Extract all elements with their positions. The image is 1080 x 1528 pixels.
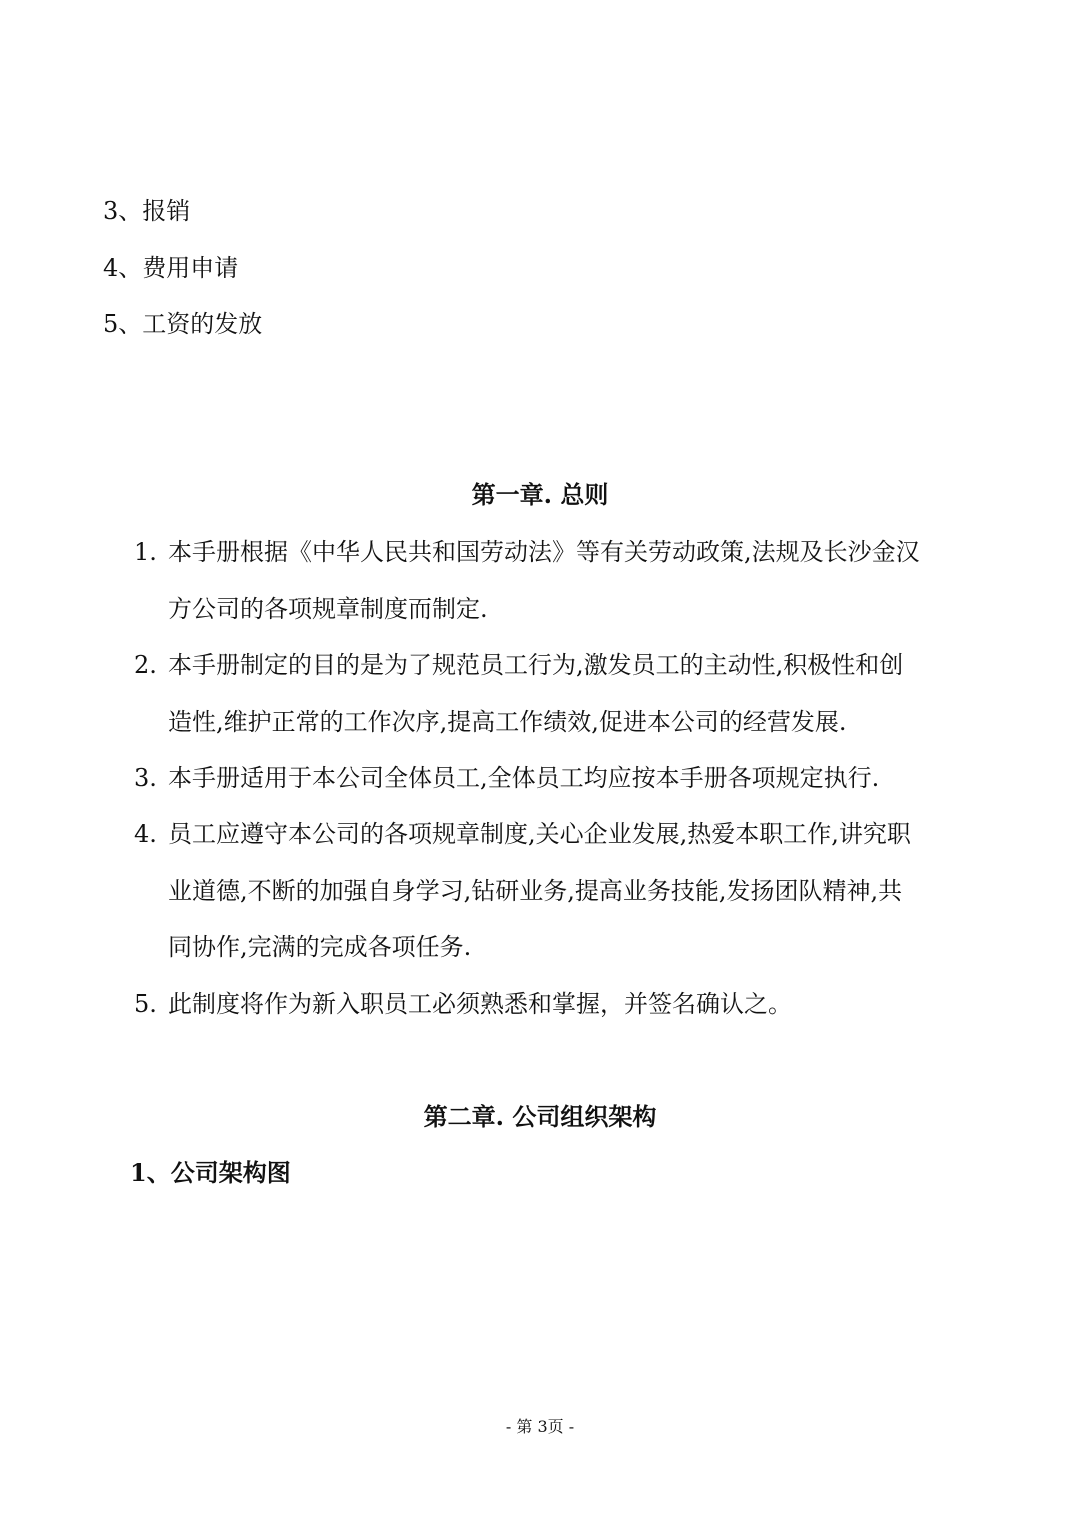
chapter-2-title: 第二章. 公司组织架构 xyxy=(423,1102,657,1131)
rule-item-4 xyxy=(134,806,984,976)
rule-item-3 xyxy=(134,750,984,807)
toc-item-salary-payment: 5、工资的发放 xyxy=(103,310,263,338)
rule-text-line: 业道德,不断的加强自身学习,钻研业务,提高业务技能,发扬团队精神,共 xyxy=(168,876,903,905)
rule-text-line: 造性,维护正常的工作次序,提高工作绩效,促进本公司的经营发展. xyxy=(168,707,847,736)
rule-text-line: 方公司的各项规章制度而制定. xyxy=(168,594,488,623)
rule-text-line: 员工应遵守本公司的各项规章制度,关心企业发展,热爱本职工作,讲究职 xyxy=(168,820,911,848)
rule-item-5 xyxy=(134,976,984,1033)
rule-item-2 xyxy=(134,637,984,750)
rule-number: 4. xyxy=(134,820,157,848)
rule-text-line: 本手册根据《中华人民共和国劳动法》等有关劳动政策,法规及长沙金汉 xyxy=(168,538,920,566)
rule-text-line: 本手册制定的目的是为了规范员工行为,激发员工的主动性,积极性和创 xyxy=(168,651,904,679)
chapter-1-title: 第一章. 总则 xyxy=(471,480,609,509)
rule-text-line: 此制度将作为新入职员工必须熟悉和掌握，并签名确认之。 xyxy=(168,990,792,1018)
rule-text-line: 本手册适用于本公司全体员工,全体员工均应按本手册各项规定执行. xyxy=(168,764,880,792)
rule-number: 5. xyxy=(134,990,157,1018)
section-org-chart-heading: 1、公司架构图 xyxy=(130,1158,291,1187)
rule-number: 3. xyxy=(134,764,157,792)
page-footer: - 第 3页 - xyxy=(505,1417,575,1436)
rule-number: 1. xyxy=(134,538,157,566)
toc-item-reimbursement: 3、报销 xyxy=(103,197,191,225)
toc-item-expense-request: 4、费用申请 xyxy=(103,254,239,282)
rule-item-1 xyxy=(134,524,984,637)
rule-text-line: 同协作,完满的完成各项任务. xyxy=(168,933,472,961)
rule-number: 2. xyxy=(134,651,157,679)
